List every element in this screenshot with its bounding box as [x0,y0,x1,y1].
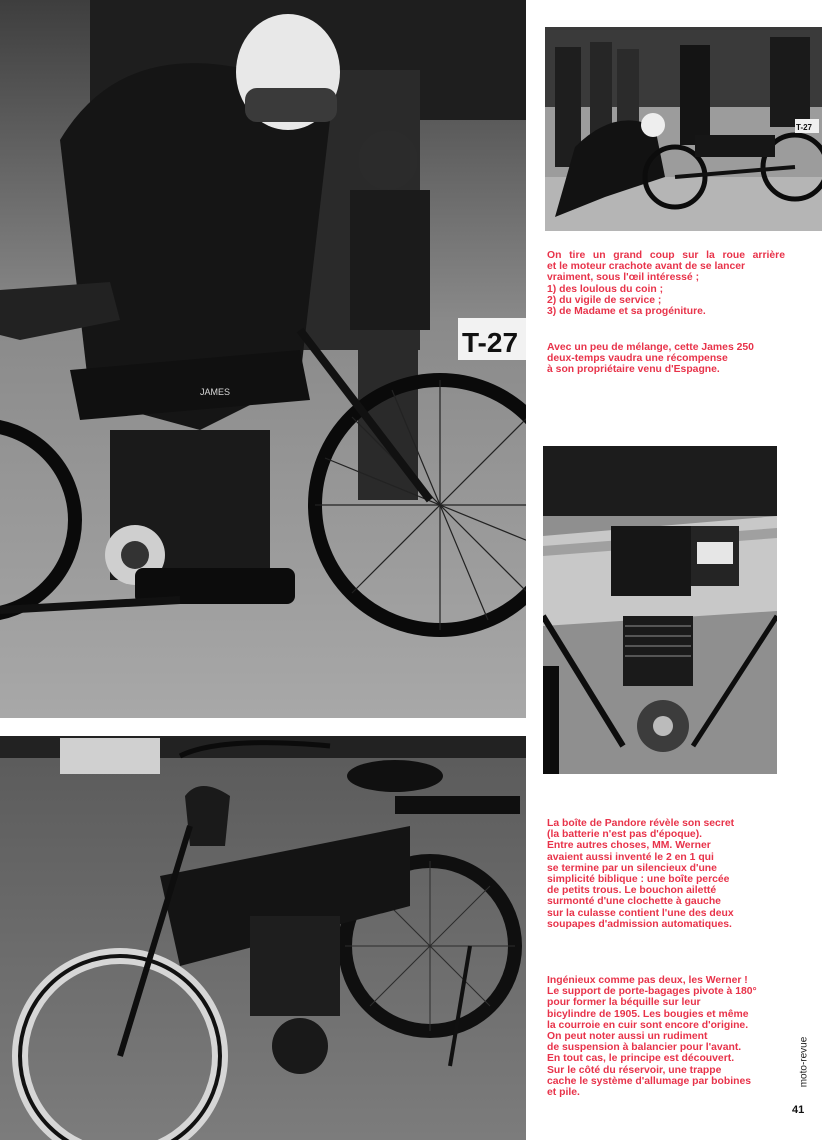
caption-line: à son propriétaire venu d'Espagne. [547,364,720,376]
caption-line: de petits trous. Le bouchon ailetté [547,885,717,897]
magazine-name [786,1032,822,1092]
caption-line: deux-temps vaudra une récompense [547,353,728,365]
caption-line: vraiment, sous l'œil intéressé ; [547,272,700,284]
photo-james-start [0,0,526,718]
caption-line: surmonté d'une clochette à gauche [547,896,721,908]
photo-werner-bike [0,736,526,1140]
caption-line: Le support de porte-bagages pivote à 180° [547,986,757,998]
caption-line: bicylindre de 1905. Les bougies et même [547,1008,749,1020]
caption-line: Sur le côté du réservoir, une trappe [547,1064,722,1076]
photo-crowd-kickstart [545,27,822,231]
caption-line: la courroie en cuir sont encore d'origine. [547,1019,749,1031]
photo-battery-box [543,446,777,774]
caption-line: La boîte de Pandore révèle son secret [547,818,735,829]
caption-line: Ingénieux comme pas deux, les Werner ! [547,975,748,986]
caption-pandore [547,818,785,930]
caption-line: On tire un grand coup sur la roue arrière [547,250,785,261]
caption-line: (la batterie n'est pas d'époque). [547,829,703,841]
caption-line: Avec un peu de mélange, cette James 250 [547,342,754,353]
plate-text: T-27 [462,327,519,358]
caption-line: soupapes d'admission automatiques. [547,918,732,930]
caption-line: simplicité biblique : une boîte percée [547,874,730,886]
caption-line: En tout cas, le principe est découvert. [547,1053,735,1065]
caption-line: avaient aussi inventé le 2 en 1 qui [547,851,714,863]
caption-line: pour former la béquille sur leur [547,997,701,1009]
plate-small-text: T-27 [796,123,813,132]
caption-line: et pile. [547,1087,580,1099]
caption-line: 3) de Madame et sa progéniture. [547,306,706,318]
caption-kickstart [547,250,785,317]
caption-line: 1) des loulous du coin ; [547,283,664,295]
magazine-name-text: moto-revue [798,1036,810,1088]
caption-werner [547,975,785,1098]
caption-line: Entre autres choses, MM. Werner [547,840,711,852]
caption-james [547,342,785,376]
caption-line: sur la culasse contient l'une des deux [547,907,734,919]
tank-brand: JAMES [200,387,231,397]
page-number: 41 [792,1104,805,1116]
caption-line: cache le système d'allumage par bobines [547,1075,752,1087]
caption-line: de suspension à balancier pour l'avant. [547,1042,742,1054]
caption-line: On peut noter aussi un rudiment [547,1031,708,1043]
caption-line: et le moteur crachote avant de se lancer [547,261,746,273]
caption-line: 2) du vigile de service ; [547,294,662,306]
caption-line: se termine par un silencieux d'une [547,862,717,874]
